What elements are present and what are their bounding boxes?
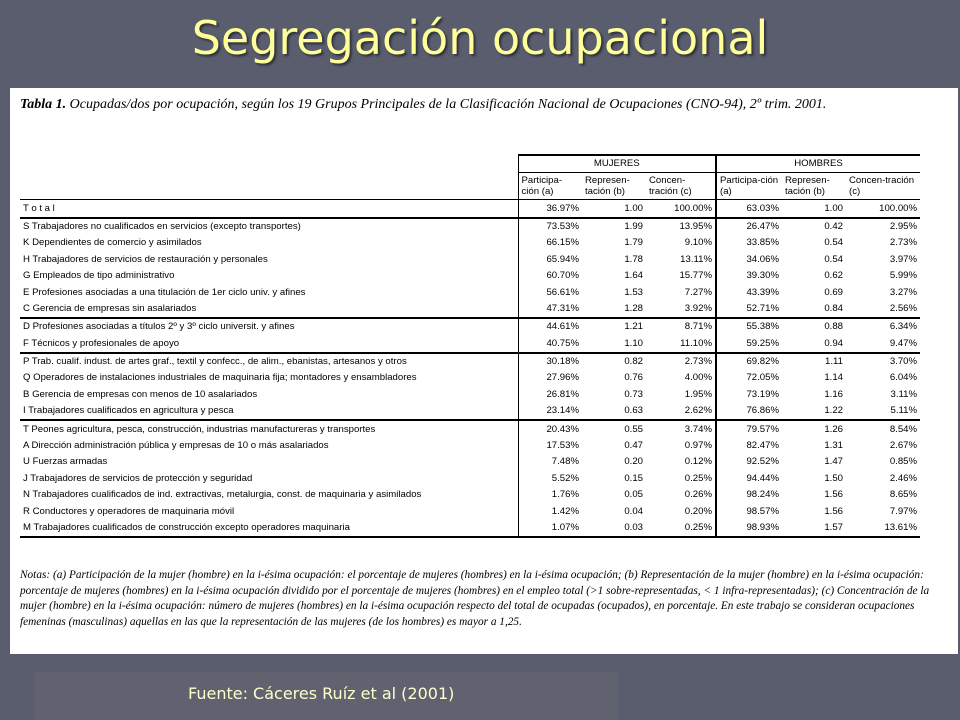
cell: 5.11% (890, 405, 918, 417)
table-row (20, 471, 920, 487)
table-caption (20, 96, 940, 113)
cell: 73.19% (716, 387, 782, 403)
cell: 0.88 (782, 318, 846, 335)
row-label: D Profesiones asociadas a títulos 2º y 3º ciclo universit. y afines (20, 318, 518, 335)
cell: 47.31% (518, 301, 582, 318)
cell: 3.92% (684, 302, 712, 314)
cell: 1.21 (582, 318, 646, 335)
cell: 8.65% (889, 489, 918, 501)
row-label: J Trabajadores de servicios de protección y seguridad (23, 472, 253, 484)
row-label: E Profesiones asociadas a una titulación de 1er ciclo univ. y afines (23, 286, 306, 298)
cell: 0.69 (824, 286, 843, 298)
cell: 56.61% (518, 284, 582, 300)
cell: 0.20% (684, 505, 712, 517)
caption-label: Tabla 1. (20, 97, 67, 112)
row-label: K Dependientes de comercio y asimilados (23, 237, 202, 249)
row-label: U Fuerzas armadas (23, 456, 108, 468)
occupation-table (20, 154, 920, 538)
cell: 79.57% (716, 420, 782, 437)
table-row (20, 336, 920, 353)
cell: 34.06% (716, 252, 782, 268)
cell: 0.73 (624, 388, 643, 400)
cell: 0.54 (824, 253, 843, 265)
cell: 23.14% (518, 403, 582, 420)
source-text: Fuente: Cáceres Ruíz et al (2001) (188, 684, 455, 703)
cell: 0.63 (624, 405, 643, 417)
cell: 94.44% (716, 471, 782, 487)
cell: 72.05% (716, 370, 782, 386)
column-header-row (20, 173, 920, 200)
total-row (20, 200, 920, 218)
row-label: I Trabajadores cualificados en agricultura y pesca (23, 405, 234, 417)
cell: 1.99 (624, 220, 643, 232)
cell: 39.30% (716, 268, 782, 284)
row-label: A Dirección administración pública y empresas de 10 o más asalariados (23, 440, 329, 452)
cell: 26.81% (518, 387, 582, 403)
cell: 4.00% (684, 372, 712, 384)
row-label: B Gerencia de empresas con menos de 10 asalariados (23, 388, 258, 400)
cell: 0.47 (624, 440, 643, 452)
cell: 0.25% (646, 520, 716, 537)
cell: 8.54% (846, 420, 920, 437)
column-header: Participa-ción (a) (716, 173, 782, 200)
cell: 6.04% (889, 372, 918, 384)
cell: 1.00 (582, 200, 646, 218)
cell: 1.11 (782, 353, 846, 370)
cell: 0.25% (684, 472, 712, 484)
cell: 1.16 (824, 388, 843, 400)
cell: 3.27% (889, 286, 918, 298)
cell: 2.67% (889, 440, 918, 452)
table-row (20, 318, 920, 335)
group-header-row (20, 155, 920, 173)
cell: 5.52% (518, 471, 582, 487)
group-women-header: MUJERES (518, 155, 716, 173)
cell: 20.43% (518, 420, 582, 437)
cell: 8.71% (646, 318, 716, 335)
cell: 3.74% (646, 420, 716, 437)
row-label: Q Operadores de instalaciones industriales de maquinaria fija; montadores y ensambladores (23, 372, 417, 384)
table-row (20, 403, 920, 420)
cell: 0.55 (582, 420, 646, 437)
table-row (20, 301, 920, 318)
cell: 2.73% (889, 237, 918, 249)
column-header: Concen-tración (c) (846, 173, 920, 200)
table-row (20, 268, 920, 284)
cell: 1.56 (824, 505, 843, 517)
cell: 44.61% (518, 318, 582, 335)
cell: 100.00% (646, 200, 716, 218)
cell: 2.95% (889, 220, 918, 232)
cell: 30.18% (518, 353, 582, 370)
cell: 3.11% (890, 388, 918, 400)
cell: 1.26 (782, 420, 846, 437)
table-row (20, 438, 920, 454)
cell: 5.99% (889, 270, 918, 282)
row-label: T Peones agricultura, pesca, construcción, industrias manufactureras y transportes (20, 420, 518, 437)
cell: 1.28 (624, 302, 643, 314)
cell: 7.27% (684, 286, 712, 298)
cell: 6.34% (846, 318, 920, 335)
cell: 66.15% (518, 235, 582, 251)
cell: 1.07% (518, 520, 582, 537)
table-row (20, 387, 920, 403)
group-men-header: HOMBRES (716, 155, 920, 173)
table-row (20, 503, 920, 519)
caption-text: Ocupadas/dos por ocupación, según los 19 Grupos Principales de la Clasificación Nacional de Ocupaciones (CNO-94), 2º trim. 2001. (69, 97, 827, 112)
table-row (20, 235, 920, 251)
row-label: H Trabajadores de servicios de restauración y personales (23, 253, 268, 265)
cell: 2.56% (889, 302, 918, 314)
cell: 0.84 (824, 302, 843, 314)
cell: 1.14 (824, 372, 843, 384)
cell: 1.56 (824, 489, 843, 501)
row-label: G Empleados de tipo administrativo (23, 270, 175, 282)
row-label: R Conductores y operadores de maquinaria móvil (23, 505, 235, 517)
column-header: Represen-tación (b) (782, 173, 846, 200)
cell: 40.75% (518, 336, 582, 353)
table-row (20, 353, 920, 370)
cell: 98.93% (716, 520, 782, 537)
cell: 82.47% (716, 438, 782, 454)
row-label: S Trabajadores no cualificados en servicios (excepto transportes) (23, 220, 301, 232)
cell: 100.00% (846, 200, 920, 218)
table-row (20, 487, 920, 503)
cell: 55.38% (716, 318, 782, 335)
cell: 98.57% (716, 503, 782, 519)
cell: 0.42 (824, 220, 843, 232)
cell: 1.79 (624, 237, 643, 249)
cell: 1.53 (624, 286, 643, 298)
cell: 1.47 (824, 456, 843, 468)
cell: 0.97% (684, 440, 712, 452)
cell: 17.53% (518, 438, 582, 454)
table-body (20, 155, 920, 537)
cell: 52.71% (716, 301, 782, 318)
cell: 2.62% (684, 405, 712, 417)
cell: 1.22 (824, 405, 843, 417)
cell: 2.46% (889, 472, 918, 484)
table-row (20, 370, 920, 386)
cell: 2.73% (646, 353, 716, 370)
cell: 7.48% (518, 454, 582, 470)
cell: 1.57 (782, 520, 846, 537)
cell: 1.76% (518, 487, 582, 503)
cell: 1.95% (684, 388, 712, 400)
cell: 63.03% (716, 200, 782, 218)
cell: 13.95% (679, 220, 712, 232)
cell: 0.15 (624, 472, 643, 484)
cell: 0.20 (624, 456, 643, 468)
cell: 15.77% (679, 270, 712, 282)
table-row (20, 218, 920, 235)
cell: 0.54 (824, 237, 843, 249)
document-image (10, 88, 958, 654)
cell: 65.94% (518, 252, 582, 268)
cell: 59.25% (716, 336, 782, 353)
cell: 0.04 (624, 505, 643, 517)
row-label: M Trabajadores cualificados de construcción excepto operadores maquinaria (20, 520, 518, 537)
cell: 26.47% (716, 218, 782, 235)
row-label: N Trabajadores cualificados de ind. extractivas, metalurgia, const. de maquinaria y asimilados (23, 489, 422, 501)
cell: 0.62 (824, 270, 843, 282)
row-label: F Técnicos y profesionales de apoyo (23, 337, 180, 349)
cell: 27.96% (518, 370, 582, 386)
cell: 92.52% (716, 454, 782, 470)
cell: 0.05 (624, 489, 643, 501)
column-header: Participa-ción (a) (518, 173, 582, 200)
cell: 1.10 (624, 337, 643, 349)
slide-title: Segregación ocupacional (191, 11, 769, 65)
cell: 1.00 (782, 200, 846, 218)
cell: 0.85% (889, 456, 918, 468)
cell: 1.64 (624, 270, 643, 282)
cell: 0.03 (582, 520, 646, 537)
cell: 9.47% (889, 337, 918, 349)
row-label: C Gerencia de empresas sin asalariados (23, 302, 197, 314)
cell: 0.26% (684, 489, 712, 501)
table-row (20, 420, 920, 437)
cell: 0.82 (582, 353, 646, 370)
cell: 0.76 (624, 372, 643, 384)
cell: 0.94 (824, 337, 843, 349)
table-row (20, 284, 920, 300)
cell: 1.42% (518, 503, 582, 519)
cell: 43.39% (716, 284, 782, 300)
cell: 60.70% (518, 268, 582, 284)
table-row (20, 520, 920, 537)
column-header: Represen-tación (b) (582, 173, 646, 200)
cell: 3.97% (889, 253, 918, 265)
cell: 0.12% (684, 456, 712, 468)
cell: 3.70% (846, 353, 920, 370)
cell: 76.86% (716, 403, 782, 420)
cell: 33.85% (716, 235, 782, 251)
row-label: T o t a l (20, 200, 518, 218)
table-row (20, 252, 920, 268)
column-header: Concen-tración (c) (646, 173, 716, 200)
cell: 1.78 (624, 253, 643, 265)
cell: 9.10% (684, 237, 712, 249)
cell: 7.97% (889, 505, 918, 517)
cell: 73.53% (518, 218, 582, 235)
cell: 1.50 (824, 472, 843, 484)
cell: 69.82% (716, 353, 782, 370)
cell: 11.10% (680, 337, 712, 349)
cell: 13.61% (846, 520, 920, 537)
cell: 13.11% (680, 253, 712, 265)
table-row (20, 454, 920, 470)
table-notes: Notas: (a) Participación de la mujer (hombre) en la i-ésima ocupación: el porcentaje de mujeres (hombres) en la i-ésima ocupación; (b) Representación de la mujer (hombre) en la i-ésima ocupación: porcentaje de mujeres (hombres) en la i-ésima ocupación dividido por el porcentaje de mujeres (hombres) en el empleo total (>1 sobre-representadas, < 1 infra-representadas); (c) Concentración de la mujer (hombre) en la i-ésima ocupación: número de mujeres (hombres) en la i-ésima ocupación respecto del total de ocupadas (ocupados), en porcentaje. En este trabajo se consideran ocupaciones femeninas (masculinas) aquellas en las que la representación de las mujeres (de los hombres) es mayor a 1,25. (20, 569, 930, 628)
cell: 98.24% (716, 487, 782, 503)
row-label: P Trab. cualif. indust. de artes graf., textil y confecc., de alim., ebanistas, artesanos y otros (20, 353, 518, 370)
cell: 1.31 (824, 440, 843, 452)
cell: 36.97% (518, 200, 582, 218)
